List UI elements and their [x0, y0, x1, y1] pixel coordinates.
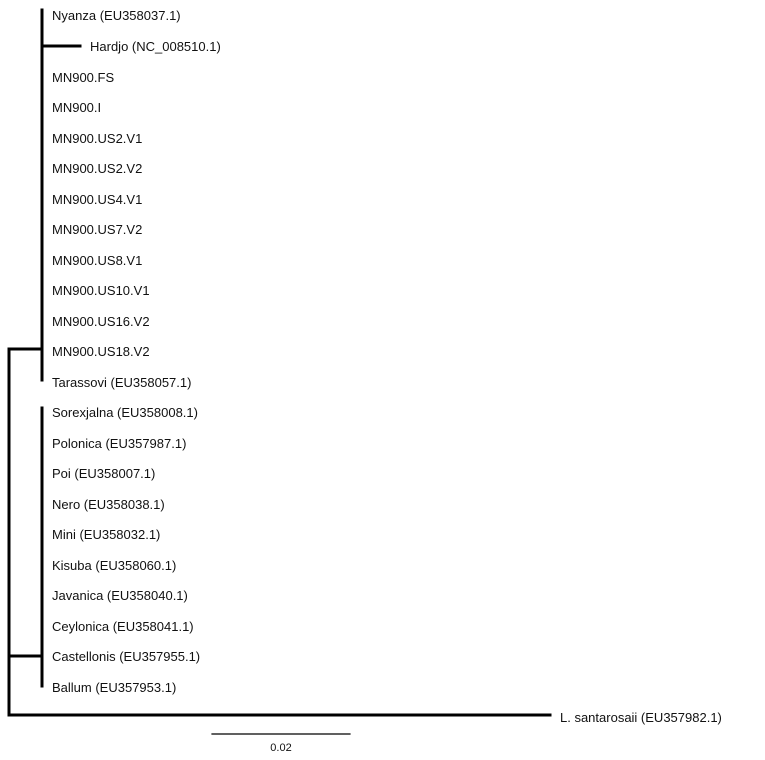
taxon-label-nyanza: Nyanza (EU358037.1) [52, 8, 181, 23]
taxon-label-mn900-us18-v2: MN900.US18.V2 [52, 344, 150, 359]
taxon-label-polonica: Polonica (EU357987.1) [52, 436, 187, 451]
taxon-label-poi: Poi (EU358007.1) [52, 466, 156, 481]
scale-bar-label: 0.02 [270, 742, 292, 754]
taxon-label-santarosaii: L. santarosaii (EU357982.1) [560, 710, 722, 725]
taxon-label-tarassovi: Tarassovi (EU358057.1) [52, 375, 192, 390]
taxon-label-ceylonica: Ceylonica (EU358041.1) [52, 619, 194, 634]
taxon-label-mn900-us2-v2: MN900.US2.V2 [52, 161, 143, 176]
taxon-label-mn900-fs: MN900.FS [52, 70, 115, 85]
taxon-label-mn900-us10-v1: MN900.US10.V1 [52, 283, 150, 298]
taxon-label-sorexjalna: Sorexjalna (EU358008.1) [52, 405, 198, 420]
taxon-label-mn900-us4-v1: MN900.US4.V1 [52, 192, 143, 207]
taxon-label-nero: Nero (EU358038.1) [52, 497, 165, 512]
taxon-label-mn900-us16-v2: MN900.US16.V2 [52, 314, 150, 329]
taxon-label-mn900-us8-v1: MN900.US8.V1 [52, 253, 143, 268]
taxon-label-mini: Mini (EU358032.1) [52, 527, 161, 542]
taxon-label-kisuba: Kisuba (EU358060.1) [52, 558, 177, 573]
taxon-label-javanica: Javanica (EU358040.1) [52, 588, 188, 603]
taxon-label-ballum: Ballum (EU357953.1) [52, 680, 177, 695]
taxon-label-mn900-i: MN900.I [52, 100, 102, 115]
taxon-label-mn900-us2-v1: MN900.US2.V1 [52, 131, 143, 146]
taxon-label-castellonis: Castellonis (EU357955.1) [52, 649, 201, 664]
taxon-label-mn900-us7-v2: MN900.US7.V2 [52, 222, 143, 237]
taxon-label-hardjo: Hardjo (NC_008510.1) [90, 39, 221, 54]
